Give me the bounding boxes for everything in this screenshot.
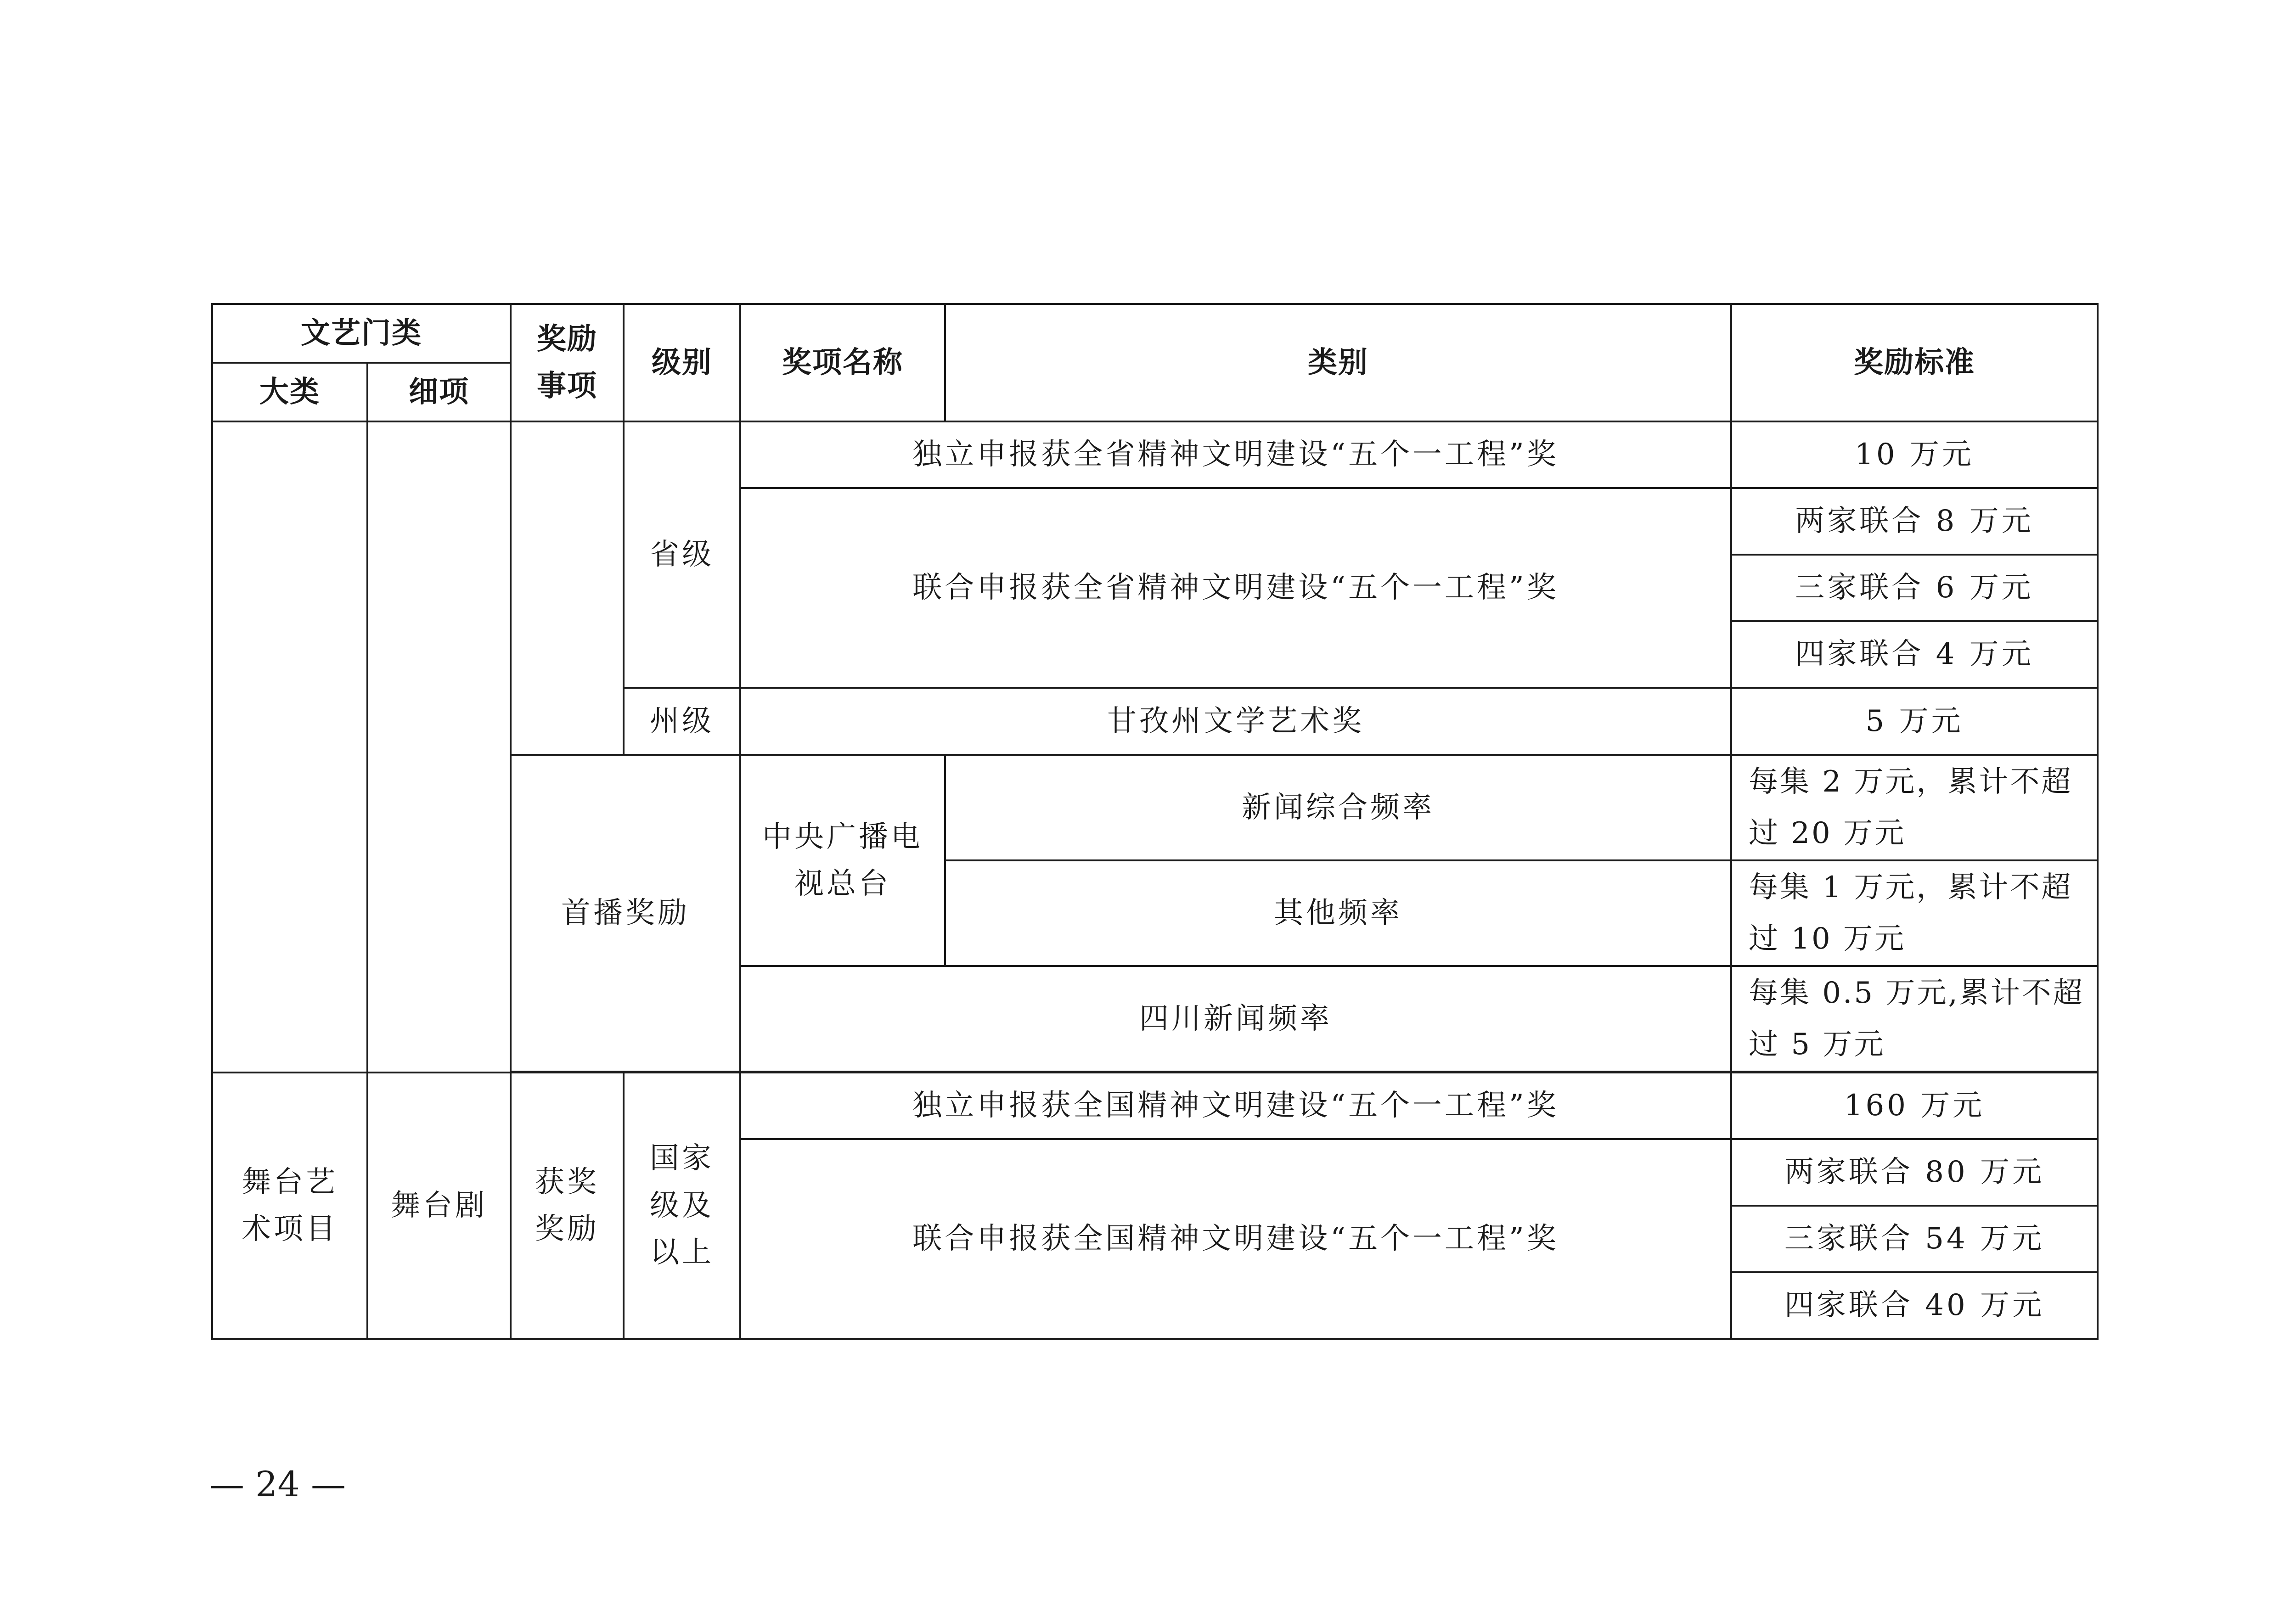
award-cctv: 中央广播电 视总台 xyxy=(740,755,945,966)
reward-item-award: 获奖 奖励 xyxy=(511,1073,624,1339)
award-provincial-single: 独立申报获全省精神文明建设“五个一工程”奖 xyxy=(740,421,1731,488)
empty-sub-cell xyxy=(367,421,511,1073)
header-award-name: 奖项名称 xyxy=(740,304,945,421)
header-art-category: 文艺门类 xyxy=(212,304,511,363)
type-cctv-other: 其他频率 xyxy=(945,860,1731,966)
page-number: — 24 — xyxy=(209,1464,346,1505)
header-reward-item: 奖励 事项 xyxy=(511,304,624,421)
header-reward-standard: 奖励标准 xyxy=(1731,304,2098,421)
standard-prefecture: 5 万元 xyxy=(1731,688,2098,755)
award-sichuan-news: 四川新闻频率 xyxy=(740,966,1731,1072)
level-provincial: 省级 xyxy=(624,421,740,688)
empty-reward-item-cell xyxy=(511,421,624,755)
type-cctv-news: 新闻综合频率 xyxy=(945,755,1731,860)
award-provincial-joint: 联合申报获全省精神文明建设“五个一工程”奖 xyxy=(740,488,1731,688)
standard-provincial-joint-3: 三家联合 6 万元 xyxy=(1731,555,2098,621)
level-prefecture: 州级 xyxy=(624,688,740,755)
standard-provincial-single: 10 万元 xyxy=(1731,421,2098,488)
level-national: 国家 级及 以上 xyxy=(624,1073,740,1339)
sub-stage-drama: 舞台剧 xyxy=(367,1073,511,1339)
standard-national-joint-3: 三家联合 54 万元 xyxy=(1731,1206,2098,1272)
major-stage-arts: 舞台艺 术项目 xyxy=(212,1073,367,1339)
empty-major-cell xyxy=(212,421,367,1073)
header-level: 级别 xyxy=(624,304,740,421)
standard-national-joint-2: 两家联合 80 万元 xyxy=(1731,1139,2098,1206)
award-prefecture: 甘孜州文学艺术奖 xyxy=(740,688,1731,755)
header-sub-item: 细项 xyxy=(367,363,511,421)
award-national-single: 独立申报获全国精神文明建设“五个一工程”奖 xyxy=(740,1073,1731,1139)
standard-cctv-news: 每集 2 万元，累计不超 过 20 万元 xyxy=(1731,755,2098,860)
standard-cctv-other: 每集 1 万元，累计不超 过 10 万元 xyxy=(1731,860,2098,966)
award-national-joint: 联合申报获全国精神文明建设“五个一工程”奖 xyxy=(740,1139,1731,1339)
header-type: 类别 xyxy=(945,304,1731,421)
standard-provincial-joint-4: 四家联合 4 万元 xyxy=(1731,621,2098,688)
standard-provincial-joint-2: 两家联合 8 万元 xyxy=(1731,488,2098,555)
reward-item-premiere: 首播奖励 xyxy=(511,755,740,1072)
award-standard-table xyxy=(211,303,2099,1340)
standard-national-single: 160 万元 xyxy=(1731,1073,2098,1139)
standard-national-joint-4: 四家联合 40 万元 xyxy=(1731,1272,2098,1339)
standard-sichuan-news: 每集 0.5 万元,累计不超 过 5 万元 xyxy=(1731,966,2098,1072)
header-major-category: 大类 xyxy=(212,363,367,421)
